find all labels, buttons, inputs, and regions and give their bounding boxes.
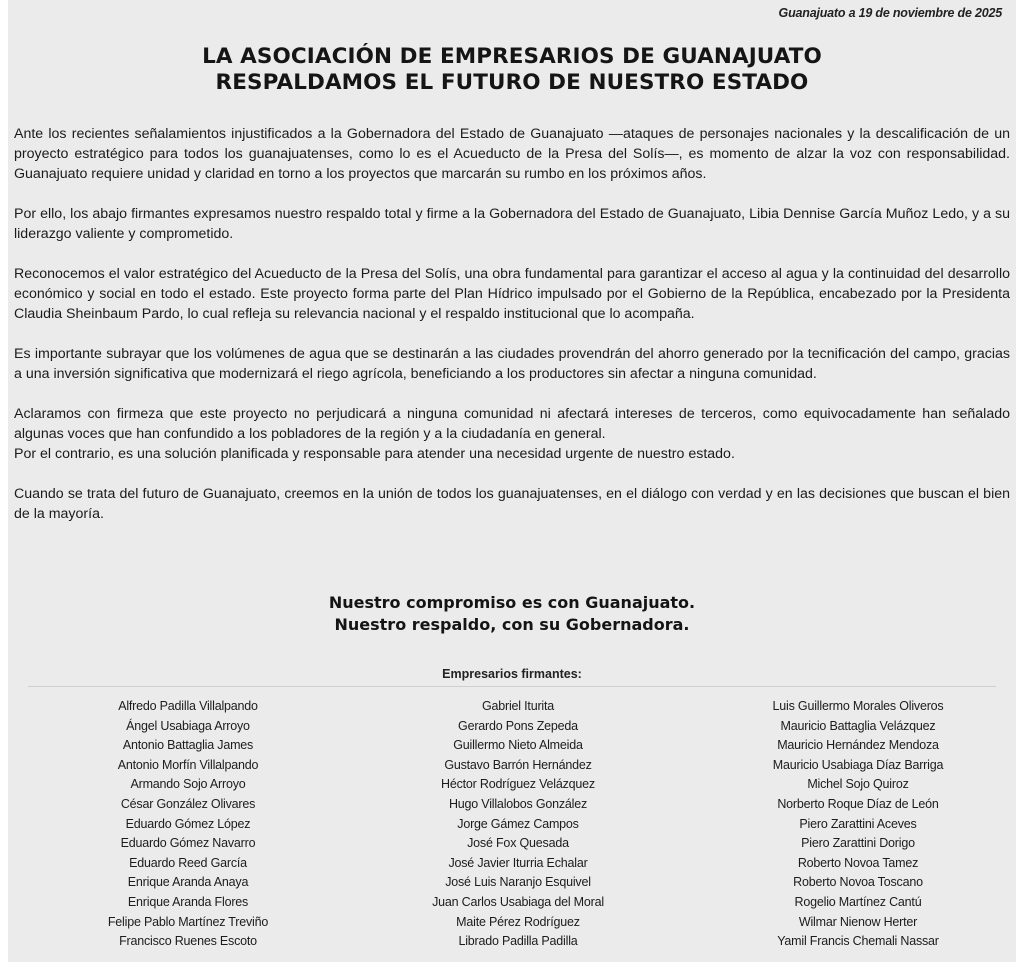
- signers-heading: Empresarios firmantes:: [442, 667, 582, 681]
- signer-name: Mauricio Hernández Mendoza: [777, 738, 939, 753]
- signer-name: Michel Sojo Quiroz: [807, 777, 909, 792]
- signer-name: César González Olivares: [120, 796, 256, 811]
- signer-name: Enrique Aranda Flores: [127, 894, 249, 909]
- closing-statement: [8, 592, 1016, 636]
- signer-name: Eduardo Gómez Navarro: [120, 836, 256, 851]
- dateline: Guanajuato a 19 de noviembre de 2025: [778, 6, 1002, 20]
- divider: [28, 686, 996, 687]
- signer-name: Mauricio Usabiaga Díaz Barriga: [772, 757, 944, 772]
- paragraph: Por ello, los abajo firmantes expresamos nuestro respaldo total y firme a la Gobernadora del Estado de Guanajuato, Libia Dennise García Muñoz Ledo, y a su liderazgo valiente y comprometido.: [14, 206, 1010, 242]
- paragraph: Reconocemos el valor estratégico del Acueducto de la Presa del Solís, una obra fundamental para garantizar el acceso al agua y la continuidad del desarrollo económico y social en todo el estado. Este proyecto forma parte del Plan Hídrico impulsado por el Gobierno de la República, encabezado por la Presidenta Claudia Sheinbaum Pardo, lo cual refleja su relevancia nacional y el respaldo institucional que lo acompaña.: [14, 266, 1010, 322]
- paragraph: Aclaramos con firmeza que este proyecto no perjudicará a ninguna comunidad ni afectará intereses de terceros, como equivocadamente han señalado algunas voces que han confundido a los pobladores de la región y a la ciudadanía en general.: [14, 406, 1010, 442]
- signer-name: José Fox Quesada: [467, 836, 569, 851]
- signer-name: Hugo Villalobos González: [448, 796, 588, 811]
- signer-name: Ángel Usabiaga Arroyo: [126, 718, 250, 733]
- signer-name: Gabriel Iturita: [481, 699, 555, 713]
- signer-name: Eduardo Gómez López: [125, 816, 251, 831]
- paragraph: Es importante subrayar que los volúmenes de agua que se destinarán a las ciudades provendrán del ahorro generado por la tecnificación del campo, gracias a una inversión significativa que modernizará el riego agrícola, beneficiando a los productores sin afectar a ninguna comunidad.: [14, 346, 1010, 382]
- signer-name: Alfredo Padilla Villalpando: [118, 699, 258, 713]
- signer-name: José Luis Naranjo Esquivel: [445, 875, 591, 890]
- signer-name: Gustavo Barrón Hernández: [444, 757, 592, 772]
- signers-column-1: [58, 697, 318, 952]
- signer-name: Yamil Francis Chemali Nassar: [777, 934, 939, 949]
- signer-name: Mauricio Battaglia Velázquez: [780, 718, 936, 733]
- signers-column-2: [388, 697, 648, 952]
- headline: [8, 44, 1016, 96]
- signers-column-3: [723, 697, 993, 952]
- signer-name: Guillermo Nieto Almeida: [453, 738, 583, 753]
- signer-name: Roberto Novoa Toscano: [793, 875, 923, 890]
- signer-name: José Javier Iturria Echalar: [448, 855, 588, 870]
- signer-name: Armando Sojo Arroyo: [130, 777, 246, 792]
- closing-line-1: Nuestro compromiso es con Guanajuato.: [328, 593, 696, 612]
- signer-name: Juan Carlos Usabiaga del Moral: [432, 894, 604, 909]
- paragraph: Cuando se trata del futuro de Guanajuato, creemos en la unión de todos los guanajuatenses, en el diálogo con verdad y en las decisiones que buscan el bien de la mayoría.: [14, 486, 1010, 522]
- signer-name: Luis Guillermo Morales Oliveros: [772, 699, 944, 713]
- signer-name: Piero Zarattini Dorigo: [801, 836, 915, 851]
- signer-name: Rogelio Martínez Cantú: [794, 894, 922, 909]
- closing-line-2: Nuestro respaldo, con su Gobernadora.: [334, 615, 690, 634]
- paragraph: Ante los recientes señalamientos injustificados a la Gobernadora del Estado de Guanajuato —ataques de personajes nacionales y la descalificación de un proyecto estratégico para todos los guanajuatenses, como lo es el Acueducto de la Presa del Solís—, es momento de alzar la voz con responsabilidad. Guanajuato requiere unidad y claridad en torno a los proyectos que marcarán su rumbo en los próximos años.: [14, 126, 1010, 182]
- signer-name: Librado Padilla Padilla: [458, 934, 578, 949]
- signer-name: Wilmar Nienow Herter: [798, 914, 918, 929]
- signer-name: Eduardo Reed García: [129, 855, 247, 870]
- signer-name: Francisco Ruenes Escoto: [119, 934, 257, 949]
- signer-name: Piero Zarattini Aceves: [799, 816, 917, 831]
- paragraph: Por el contrario, es una solución planificada y responsable para atender una necesidad urgente de nuestro estado.: [14, 446, 735, 462]
- signer-name: Enrique Aranda Anaya: [127, 875, 249, 890]
- headline-line-1: LA ASOCIACIÓN DE EMPRESARIOS DE GUANAJUATO: [202, 44, 822, 69]
- signer-name: Roberto Novoa Tamez: [797, 855, 919, 870]
- signer-name: Jorge Gámez Campos: [457, 816, 579, 831]
- signer-name: Antonio Battaglia James: [122, 738, 254, 753]
- signer-name: Antonio Morfín Villalpando: [117, 757, 259, 772]
- signer-name: Gerardo Pons Zepeda: [458, 718, 578, 733]
- statement-body: [14, 124, 1010, 544]
- signer-name: Maite Pérez Rodríguez: [456, 914, 580, 929]
- signer-name: Felipe Pablo Martínez Treviño: [107, 914, 269, 929]
- newspaper-ad: [8, 0, 1016, 962]
- headline-line-2: RESPALDAMOS EL FUTURO DE NUESTRO ESTADO: [215, 70, 809, 95]
- signer-name: Héctor Rodríguez Velázquez: [441, 777, 595, 792]
- signer-name: Norberto Roque Díaz de León: [777, 796, 939, 811]
